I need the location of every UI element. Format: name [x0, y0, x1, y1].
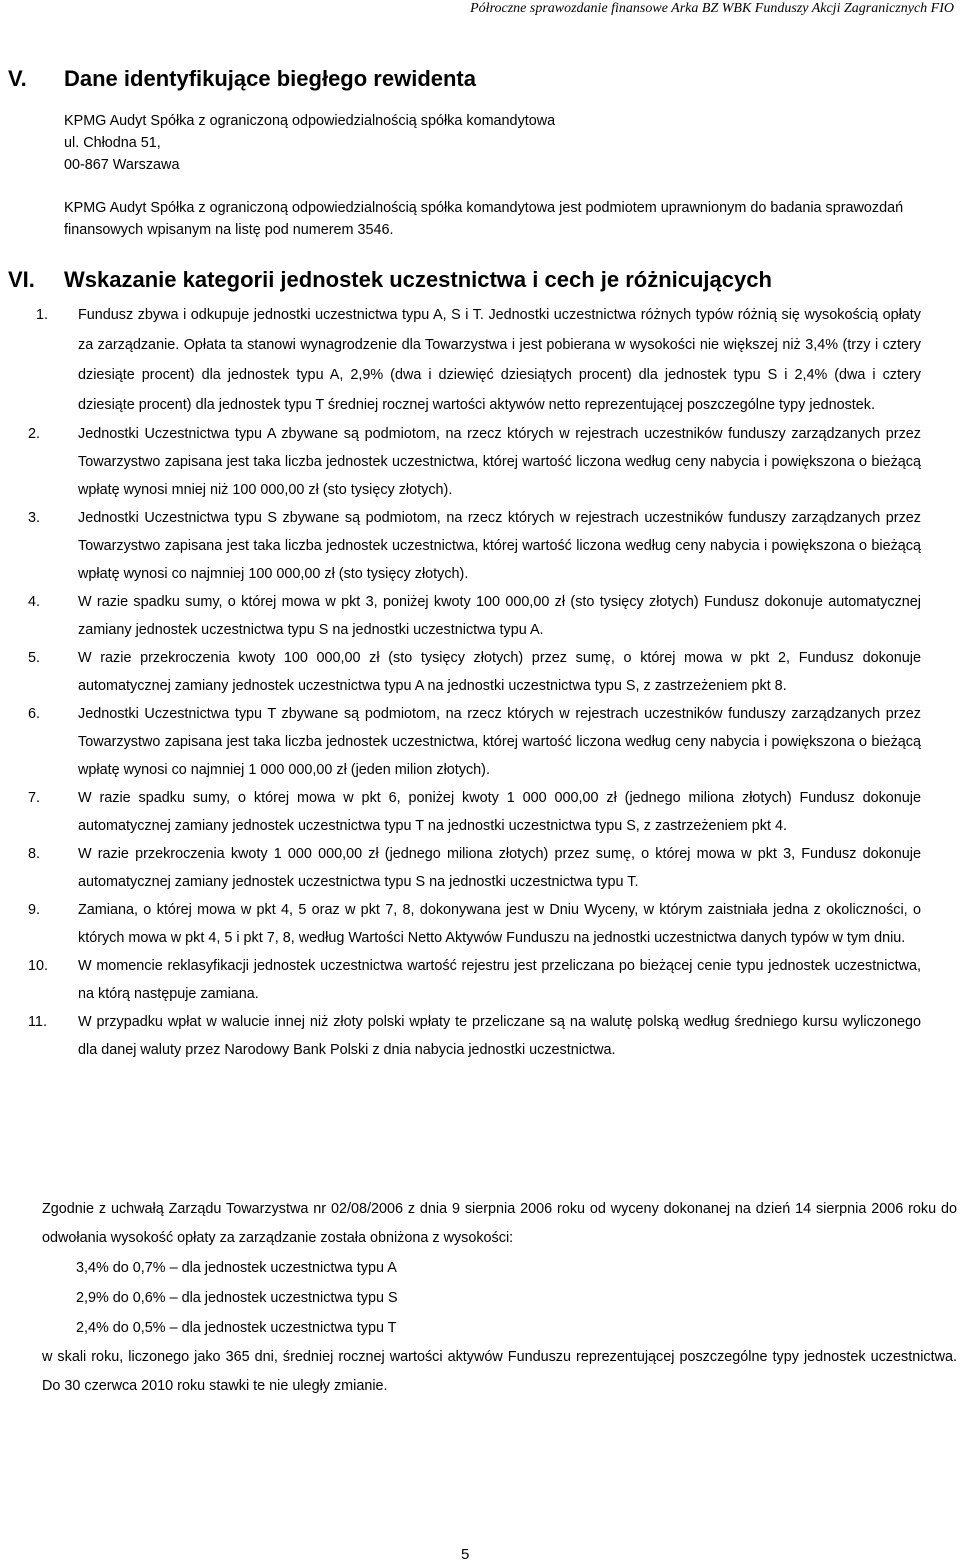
- unit-categories-list: [28, 300, 921, 1064]
- list-item-text: W momencie reklasyfikacji jednostek uczestnictwa wartość rejestru jest przeliczana po bieżącej cenie typu jednostek uczestnictwa, na którą następuje zamiana.: [78, 958, 921, 1002]
- section-vi-title: Wskazanie kategorii jednostek uczestnictwa i cech je różnicujących: [64, 267, 772, 292]
- running-header: Półroczne sprawozdanie finansowe Arka BZ WBK Funduszy Akcji Zagranicznych FIO: [470, 1, 954, 16]
- list-item: [28, 644, 921, 700]
- list-item: [28, 420, 921, 504]
- section-vi-number: VI.: [8, 267, 35, 292]
- list-item-text: Zamiana, o której mowa w pkt 4, 5 oraz w pkt 7, 8, dokonywana jest w Dniu Wyceny, w którym zaistniała jedna z okoliczności, o których mowa w pkt 4, 5 i pkt 7, 8, według Wartości Netto Aktywów Funduszu na jednostki uczestnictwa danych typów w tym dniu.: [78, 902, 921, 946]
- list-item-number: 11.: [28, 1014, 47, 1030]
- list-item-number: 2.: [28, 426, 41, 442]
- list-item: [28, 300, 921, 420]
- list-item-text: W razie spadku sumy, o której mowa w pkt 3, poniżej kwoty 100 000,00 zł (sto tysięcy złotych) Fundusz dokonuje automatycznej zamiany jednostek uczestnictwa typu S na jednostki uczestnictwa typu A.: [78, 594, 921, 638]
- address-line: 00-867 Warszawa: [64, 157, 180, 173]
- list-item-number: 3.: [28, 510, 41, 526]
- list-item-number: 1.: [36, 307, 49, 323]
- address-line: KPMG Audyt Spółka z ograniczoną odpowiedzialnością spółka komandytowa: [64, 113, 556, 129]
- auditor-statement: KPMG Audyt Spółka z ograniczoną odpowiedzialnością spółka komandytowa jest podmiotem uprawnionym do badania sprawozdań finansowych wpisanym na listę pod numerem 3546.: [64, 200, 904, 238]
- list-item-number: 5.: [28, 650, 41, 666]
- rate-line: 3,4% do 0,7% – dla jednostek uczestnictwa typu A: [76, 1260, 397, 1276]
- section-v-title: Dane identyfikujące biegłego rewidenta: [64, 66, 476, 91]
- list-item-text: Jednostki Uczestnictwa typu A zbywane są podmiotom, na rzecz których w rejestrach uczestników funduszy zarządzanych przez Towarzystwo zapisana jest taka liczba jednostek uczestnictwa, której wartość liczona według ceny nabycia i powiększona o bieżącą wpłatę wynosi mniej niż 100 000,00 zł (sto tysięcy złotych).: [78, 426, 921, 498]
- rate-list: [42, 1253, 957, 1343]
- section-vi-heading: [8, 267, 772, 293]
- list-item-text: Jednostki Uczestnictwa typu T zbywane są podmiotom, na rzecz których w rejestrach uczestników funduszy zarządzanych przez Towarzystwo zapisana jest taka liczba jednostek uczestnictwa, której wartość liczona według ceny nabycia i powiększona o bieżącą wpłatę wynosi co najmniej 1 000 000,00 zł (jeden milion złotych).: [78, 706, 921, 778]
- list-item-number: 9.: [28, 902, 41, 918]
- list-item-text: Jednostki Uczestnictwa typu S zbywane są podmiotom, na rzecz których w rejestrach uczestników funduszy zarządzanych przez Towarzystwo zapisana jest taka liczba jednostek uczestnictwa, której wartość liczona według ceny nabycia i powiększona o bieżącą wpłatę wynosi co najmniej 100 000,00 zł (sto tysięcy złotych).: [78, 510, 921, 582]
- list-item-number: 8.: [28, 846, 41, 862]
- rate-line: 2,4% do 0,5% – dla jednostek uczestnictwa typu T: [76, 1320, 397, 1336]
- list-item: [28, 896, 921, 952]
- auditor-address: [64, 110, 944, 176]
- fee-reduction-notice: [42, 1195, 957, 1401]
- list-item-text: W razie spadku sumy, o której mowa w pkt 6, poniżej kwoty 1 000 000,00 zł (jednego miliona złotych) Fundusz dokonuje automatycznej zamiany jednostek uczestnictwa typu T na jednostki uczestnictwa typu S, z zastrzeżeniem pkt 4.: [78, 790, 921, 834]
- list-item-text: W razie przekroczenia kwoty 100 000,00 zł (sto tysięcy złotych) przez sumę, o której mowa w pkt 2, Fundusz dokonuje automatycznej zamiany jednostek uczestnictwa typu A na jednostki uczestnictwa typu S, z zastrzeżeniem pkt 8.: [78, 650, 921, 694]
- list-item: [28, 588, 921, 644]
- list-item-text: W przypadku wpłat w walucie innej niż złoty polski wpłaty te przeliczane są na walutę polską według średniego kursu wyliczonego dla danej waluty przez Narodowy Bank Polski z dnia nabycia jednostki uczestnictwa.: [78, 1014, 921, 1058]
- list-item: [28, 952, 921, 1008]
- list-item: [28, 840, 921, 896]
- list-item: [28, 1008, 921, 1064]
- list-item: [28, 504, 921, 588]
- rate-line: 2,9% do 0,6% – dla jednostek uczestnictwa typu S: [76, 1290, 398, 1306]
- list-item-number: 10.: [28, 958, 49, 974]
- address-line: ul. Chłodna 51,: [64, 135, 161, 151]
- list-item: [28, 784, 921, 840]
- page-number: 5: [461, 1546, 470, 1563]
- notice-closing: w skali roku, liczonego jako 365 dni, średniej rocznej wartości aktywów Funduszu reprezentującej poszczególne typy jednostek uczestnictwa. Do 30 czerwca 2010 roku stawki te nie uległy zmianie.: [42, 1349, 957, 1394]
- section-v-number: V.: [8, 66, 27, 91]
- list-item-number: 6.: [28, 706, 41, 722]
- list-item-text: Fundusz zbywa i odkupuje jednostki uczestnictwa typu A, S i T. Jednostki uczestnictwa różnych typów różnią się wysokością opłaty za zarządzanie. Opłata ta stanowi wynagrodzenie dla Towarzystwa i jest pobierana w wysokości nie większej niż 3,4% (trzy i cztery dziesiąte procent) dla jednostek typu A, 2,9% (dwa i dziewięć dziesiątych procent) dla jednostek typu S i 2,4% (dwa i cztery dziesiąte procent) dla jednostek typu T średniej rocznej wartości aktywów netto reprezentującej poszczególne typy jednostek.: [78, 307, 921, 413]
- list-item: [28, 700, 921, 784]
- list-item-text: W razie przekroczenia kwoty 1 000 000,00 zł (jednego miliona złotych) przez sumę, o której mowa w pkt 3, Fundusz dokonuje automatycznej zamiany jednostek uczestnictwa typu S na jednostki uczestnictwa typu T.: [78, 846, 921, 890]
- list-item-number: 7.: [28, 790, 41, 806]
- notice-intro: Zgodnie z uchwałą Zarządu Towarzystwa nr 02/08/2006 z dnia 9 sierpnia 2006 roku od wyceny dokonanej na dzień 14 sierpnia 2006 roku do odwołania wysokość opłaty za zarządzanie została obniżona z wysokości:: [42, 1201, 957, 1246]
- list-item-number: 4.: [28, 594, 41, 610]
- section-v-heading: [8, 66, 476, 92]
